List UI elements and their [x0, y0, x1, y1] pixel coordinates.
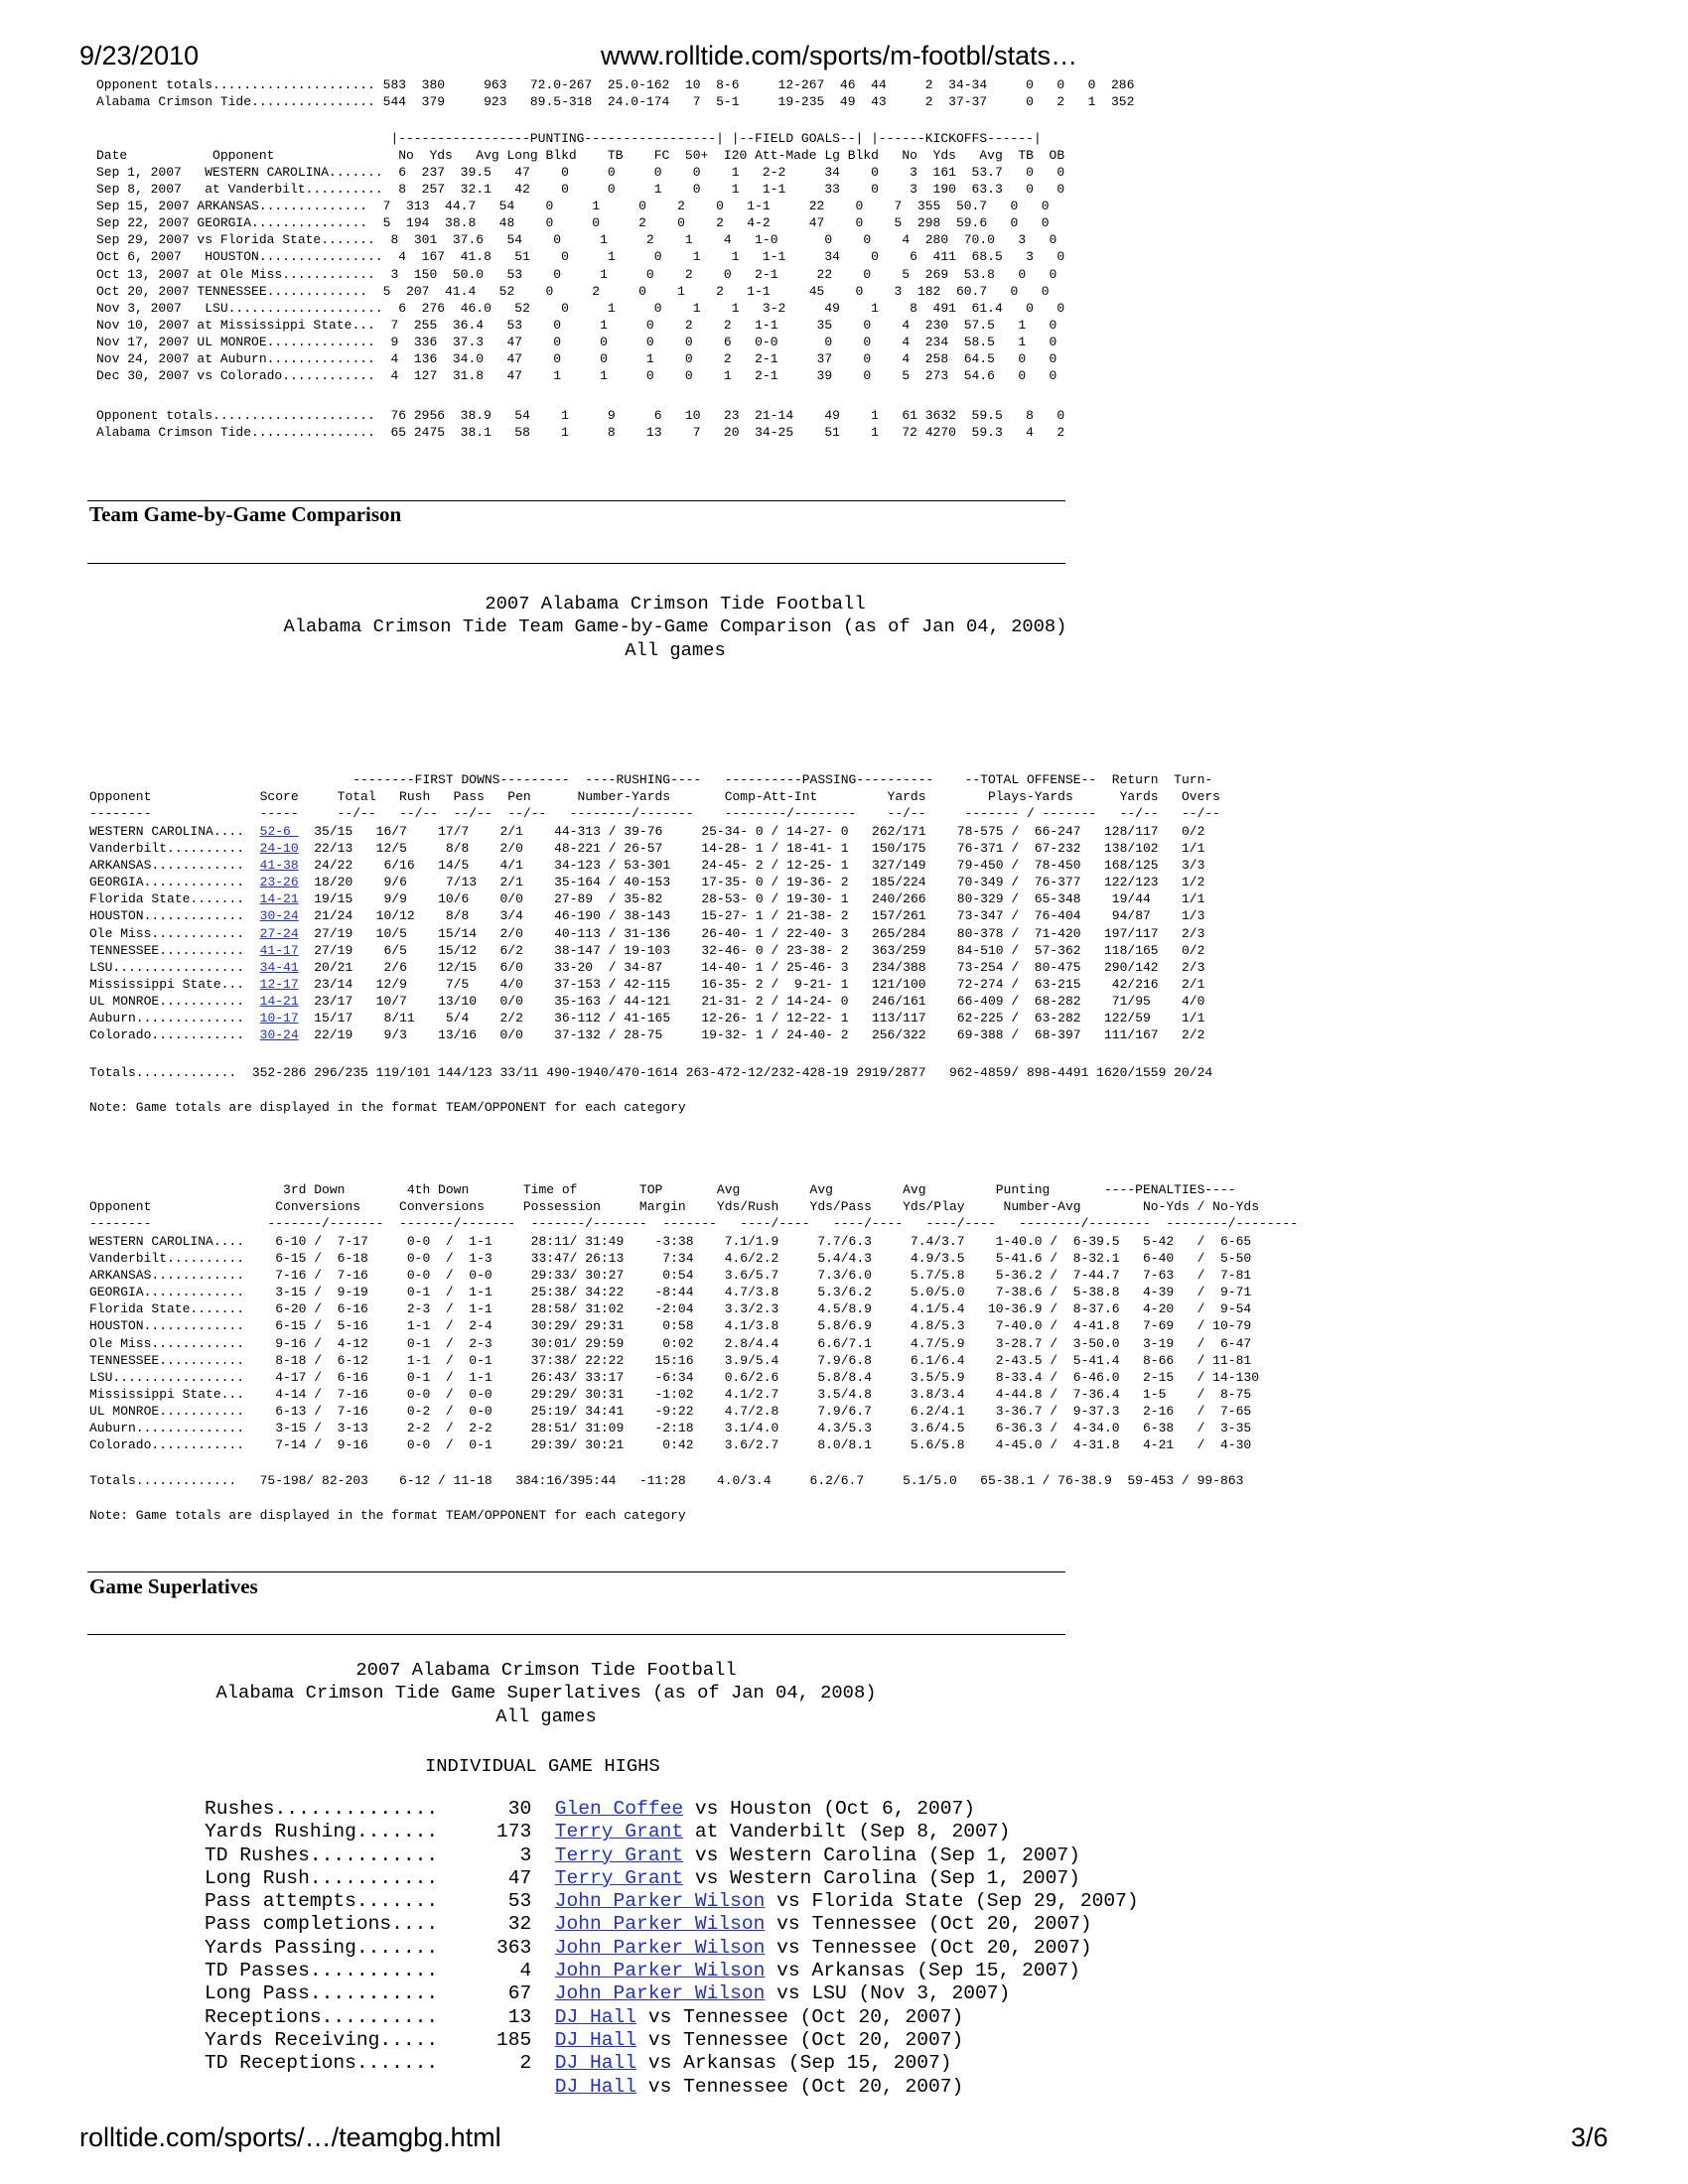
table-row: HOUSTON............. 6-15 / 5-16 1-1 / 2-4 30:29/ 29:31 0:58 4.1/3.8 5.8/6.9 4.8/5.3 7-40.0 / 4-41.8 7-69 / 10-79 [89, 1318, 1252, 1334]
section-divider [87, 500, 1065, 501]
superlative-game: vs Arkansas (Sep 15, 2007) [647, 2052, 952, 2075]
score-link[interactable]: 10-17 [259, 1011, 299, 1026]
footer-url[interactable]: rolltide.com/sports/…/teamgbg.html [79, 2122, 501, 2152]
section-divider [87, 563, 1065, 564]
game-comparison-heading [0, 593, 1350, 662]
heading-line: All games [495, 1705, 597, 1727]
table-row: Vanderbilt.......... 6-15 / 6-18 0-0 / 1-3 33:47/ 26:13 7:34 4.6/2.2 5.4/4.3 4.9/3.5 5-41.6 / 8-32.1 6-40 / 5-50 [89, 1251, 1252, 1267]
opponent-cell: UL MONROE........... [89, 993, 260, 1009]
table-row: Florida State....... 6-20 / 6-16 2-3 / 1-1 28:58/ 31:02 -2:04 3.3/2.3 4.5/8.9 4.1/5.4 10-36.9 / 8-37.6 4-20 / 9-54 [89, 1301, 1252, 1317]
table-header-line: Opponent Score Total Rush Pass Pen Number-Yards Comp-Att-Int Yards Plays-Yards Yards Overs [89, 789, 1220, 805]
totals-row: Alabama Crimson Tide................ 544 379 923 89.5-318 24.0-174 7 5-1 19-235 49 43 2 37-37 0 2 1 352 [96, 94, 1135, 110]
table-row: Mississippi State... 4-14 / 7-16 0-0 / 0-0 29:29/ 30:31 -1:02 4.1/2.7 3.5/4.8 3.8/3.4 4-44.8 / 7-36.4 1-5 / 8-75 [89, 1386, 1252, 1402]
table-row [89, 824, 1204, 839]
table-row: Oct 6, 2007 HOUSTON................ 4 167 41.8 51 0 1 0 1 1 1-1 34 0 6 411 68.5 3 0 [96, 249, 1065, 265]
table-row [89, 908, 1204, 923]
print-date: 9/23/2010 [79, 41, 200, 70]
table-row: Nov 24, 2007 at Auburn.............. 4 136 34.0 47 0 0 1 0 2 2-1 37 0 4 258 64.5 0 0 [96, 351, 1057, 367]
section-title-game-comparison: Team Game-by-Game Comparison [89, 502, 402, 526]
superlative-row [205, 1913, 1092, 1935]
stats-cells: 22/19 9/3 13/16 0/0 37-132 / 28-75 19-32- 1 / 24-40- 2 256/322 69-388 / 68-397 111/167 2/2 [298, 1027, 1205, 1043]
superlatives-subheading: INDIVIDUAL GAME HIGHS [425, 1755, 660, 1777]
table-header-line: --------FIRST DOWNS--------- ----RUSHING---- ----------PASSING---------- --TOTAL OFFENSE-- Return Turn- [352, 772, 1213, 787]
opponent-cell: Auburn.............. [89, 1011, 260, 1026]
superlative-game: at Vanderbilt (Sep 8, 2007) [694, 1821, 1011, 1843]
superlative-stat: TD Rushes........... 3 [205, 1843, 555, 1866]
superlative-game: vs Tennessee (Oct 20, 2007) [647, 2005, 964, 2028]
comparison-table-note: Note: Game totals are displayed in the format TEAM/OPPONENT for each category [89, 1100, 686, 1115]
conversions-table-note: Note: Game totals are displayed in the format TEAM/OPPONENT for each category [89, 1508, 686, 1523]
opponent-cell: HOUSTON............. [89, 908, 260, 924]
superlative-stat: Receptions.......... 13 [205, 2005, 555, 2028]
table-row: Sep 8, 2007 at Vanderbilt.......... 8 257 32.1 42 0 0 1 0 1 1-1 33 0 3 190 63.3 0 0 [96, 182, 1065, 198]
table-row: TENNESSEE........... 8-18 / 6-12 1-1 / 0-1 37:38/ 22:22 15:16 3.9/5.4 7.9/6.8 6.1/6.4 2-43.5 / 5-41.4 8-66 / 11-81 [89, 1352, 1252, 1368]
conversions-table-rows [89, 1233, 1259, 1453]
superlative-game: vs Western Carolina (Sep 1, 2007) [694, 1843, 1080, 1866]
score-link[interactable]: 14-21 [259, 993, 299, 1009]
table-row [89, 858, 1204, 873]
superlatives-heading [0, 1659, 1092, 1728]
table-header-line: Date Opponent No Yds Avg Long Blkd TB FC 50+ I20 Att-Made Lg Blkd No Yds Avg TB OB [96, 148, 1065, 164]
section-divider [87, 1634, 1065, 1635]
superlative-stat: Yards Rushing....... 173 [205, 1821, 555, 1843]
score-link[interactable]: 34-41 [259, 959, 299, 975]
superlative-game: vs Tennessee (Oct 20, 2007) [636, 2075, 964, 2098]
player-link[interactable]: Terry Grant [554, 1866, 684, 1889]
section-title-game-superlatives: Game Superlatives [89, 1574, 258, 1598]
score-link[interactable]: 12-17 [259, 976, 299, 992]
table-row [89, 1011, 1204, 1025]
opponent-cell: LSU................. [89, 959, 260, 975]
player-link[interactable]: DJ Hall [554, 2075, 637, 2098]
score-link[interactable]: 41-17 [259, 942, 299, 958]
stats-cells: 27/19 10/5 15/14 2/0 40-113 / 31-136 26-40- 1 / 22-40- 3 265/284 80-378 / 71-420 197/117 2/3 [314, 925, 1205, 941]
table-row: Auburn.............. 3-15 / 3-13 2-2 / 2-2 28:51/ 31:09 -2:18 3.1/4.0 4.3/5.3 3.6/4.5 6-36.3 / 4-34.0 6-38 / 3-35 [89, 1421, 1252, 1436]
score-link[interactable]: 23-26 [259, 875, 299, 890]
player-link[interactable]: DJ Hall [554, 2028, 637, 2051]
table-row: Nov 17, 2007 UL MONROE.............. 9 336 37.3 47 0 0 0 0 6 0-0 0 0 4 234 58.5 1 0 [96, 334, 1057, 349]
opponent-cell: GEORGIA............. [89, 875, 260, 890]
table-row: Sep 22, 2007 GEORGIA............... 5 194 38.8 48 0 0 2 0 2 4-2 47 0 5 298 59.6 0 0 [96, 215, 1050, 231]
kicking-table-totals [96, 407, 1064, 441]
superlative-stat: Pass completions.... 32 [205, 1913, 555, 1936]
table-row [89, 977, 1204, 992]
stats-cells: 35/15 16/7 17/7 2/1 44-313 / 39-76 25-34- 0 / 14-27- 0 262/171 78-575 / 66-247 128/117 0/2 [314, 824, 1205, 839]
score-link[interactable]: 24-10 [259, 841, 299, 857]
stats-cells: 23/17 10/7 13/10 0/0 35-163 / 44-121 21-31- 2 / 14-24- 0 246/161 66-409 / 68-282 71/95 4/0 [314, 993, 1205, 1009]
table-row: Nov 10, 2007 at Mississippi State... 7 255 36.4 53 0 1 0 2 2 1-1 35 0 4 230 57.5 1 0 [96, 317, 1057, 333]
superlative-row [205, 1844, 1080, 1866]
stats-cells: 18/20 9/6 7/13 2/1 35-164 / 40-153 17-35- 0 / 19-36- 2 185/224 70-349 / 76-377 122/123 1/2 [314, 875, 1205, 890]
superlative-row [205, 2076, 963, 2098]
footer-page-number: 3/6 [1571, 2122, 1609, 2152]
table-row [89, 943, 1204, 958]
top-totals [96, 76, 1134, 110]
comparison-table-totals: Totals............. 352-286 296/235 119/101 144/123 33/11 490-1940/470-1614 263-472-12/232-428-19 2919/2877 962-4859/ 898-4491 1620/1559 20/24 [89, 1065, 1213, 1080]
heading-line: All games [625, 638, 726, 661]
kicking-table-rows [96, 164, 1064, 384]
table-row: Sep 29, 2007 vs Florida State....... 8 301 37.6 54 0 1 2 1 4 1-0 0 0 4 280 70.0 3 0 [96, 232, 1057, 248]
player-link[interactable]: Terry Grant [554, 1843, 684, 1866]
comparison-table-header [89, 771, 1220, 822]
opponent-cell: ARKANSAS............ [89, 858, 260, 874]
superlative-game: vs Arkansas (Sep 15, 2007) [776, 1960, 1080, 1982]
stats-cells: 19/15 9/9 10/6 0/0 27-89 / 35-82 28-53- 0 / 19-30- 1 240/266 80-329 / 65-348 19/44 1/1 [314, 891, 1205, 907]
score-link[interactable]: 14-21 [259, 891, 299, 907]
superlative-game: vs LSU (Nov 3, 2007) [776, 1982, 1011, 2005]
superlative-stat [205, 2076, 555, 2098]
stats-cells: 15/17 8/11 5/4 2/2 36-112 / 41-165 12-26- 1 / 12-22- 1 113/117 62-225 / 63-282 122/59 1/1 [314, 1011, 1205, 1026]
superlative-stat: Rushes.............. 30 [205, 1798, 555, 1820]
table-row: Sep 1, 2007 WESTERN CAROLINA....... 6 237 39.5 47 0 0 0 0 1 2-2 34 0 3 161 53.7 0 0 [96, 165, 1065, 180]
heading-line: Alabama Crimson Tide Game Superlatives (as of Jan 04, 2008) [215, 1682, 877, 1705]
opponent-cell: Mississippi State... [89, 976, 260, 992]
superlative-stat: Yards Receiving..... 185 [205, 2028, 555, 2051]
score-link[interactable]: 30-24 [259, 1027, 299, 1043]
conversions-table-header [89, 1181, 1298, 1232]
table-row: Oct 13, 2007 at Ole Miss............ 3 150 50.0 53 0 1 0 2 0 2-1 22 0 5 269 53.8 0 0 [96, 266, 1057, 282]
heading-line: 2007 Alabama Crimson Tide Football [355, 1659, 737, 1681]
stats-cells: 21/24 10/12 8/8 3/4 46-190 / 38-143 15-27- 1 / 21-38- 2 157/261 73-347 / 76-404 94/87 1/3 [314, 908, 1205, 924]
superlative-stat: Long Rush........... 47 [205, 1866, 555, 1889]
superlative-row [205, 2029, 963, 2051]
superlative-row [205, 1890, 1139, 1912]
player-link[interactable]: John Parker Wilson [554, 1936, 766, 1959]
superlative-stat: Long Pass........... 67 [205, 1982, 555, 2005]
opponent-cell: Ole Miss............ [89, 925, 260, 941]
table-row: LSU................. 4-17 / 6-16 0-1 / 1-1 26:43/ 33:17 -6:34 0.6/2.6 5.8/8.4 3.5/5.9 8-33.4 / 6-46.0 2-15 / 14-130 [89, 1369, 1259, 1385]
superlative-stat: Yards Passing....... 363 [205, 1936, 555, 1959]
superlative-row [205, 1821, 1010, 1843]
table-header-line: |-----------------PUNTING-----------------| |--FIELD GOALS--| |------KICKOFFS------| [390, 131, 1042, 146]
table-row [89, 841, 1204, 856]
superlative-game: vs Western Carolina (Sep 1, 2007) [694, 1866, 1080, 1889]
table-row: GEORGIA............. 3-15 / 9-19 0-1 / 1-1 25:38/ 34:22 -8:44 4.7/3.8 5.3/6.2 5.0/5.0 7-38.6 / 5-38.8 4-39 / 9-71 [89, 1285, 1252, 1300]
table-row [89, 994, 1204, 1009]
kicking-table-header [96, 130, 1064, 164]
table-header-line: 3rd Down 4th Down Time of TOP Avg Avg Avg Punting ----PENALTIES---- [283, 1182, 1236, 1197]
superlative-row [205, 1937, 1092, 1959]
superlative-game: vs Houston (Oct 6, 2007) [694, 1798, 976, 1820]
totals-row: Opponent totals..................... 583 380 963 72.0-267 25.0-162 10 8-6 12-267 46 44 2 34-34 0 0 0 286 [96, 77, 1135, 92]
score-link[interactable]: 27-24 [259, 925, 299, 941]
table-row: WESTERN CAROLINA.... 6-10 / 7-17 0-0 / 1-1 28:11/ 31:49 -3:38 7.1/1.9 7.7/6.3 7.4/3.7 1-40.0 / 6-39.5 5-42 / 6-65 [89, 1234, 1252, 1249]
superlative-game: vs Tennessee (Oct 20, 2007) [776, 1913, 1092, 1936]
superlative-row [205, 1982, 1010, 2004]
opponent-cell: WESTERN CAROLINA.... [89, 824, 260, 839]
player-link[interactable]: John Parker Wilson [554, 1982, 766, 2005]
table-header-line: Opponent Conversions Conversions Possession Margin Yds/Rush Yds/Pass Yds/Play Number-Avg No-Yds / No-Yds [89, 1199, 1259, 1215]
table-row [89, 891, 1204, 906]
table-row [89, 875, 1204, 889]
stats-cells: 24/22 6/16 14/5 4/1 34-123 / 53-301 24-45- 2 / 12-25- 1 327/149 79-450 / 78-450 168/125 3/3 [314, 858, 1205, 874]
stats-cells: 22/13 12/5 8/8 2/0 48-221 / 26-57 14-28- 1 / 18-41- 1 150/175 76-371 / 67-232 138/102 1/1 [314, 841, 1205, 857]
stats-cells: 27/19 6/5 15/12 6/2 38-147 / 19-103 32-46- 0 / 23-38- 2 363/259 84-510 / 57-362 118/165 0/2 [314, 942, 1205, 958]
superlative-row [205, 2052, 952, 2074]
table-row: Nov 3, 2007 LSU.................... 6 276 46.0 52 0 1 0 1 1 3-2 49 1 8 491 61.4 0 0 [96, 300, 1065, 316]
table-row: Sep 15, 2007 ARKANSAS.............. 7 313 44.7 54 0 1 0 2 0 1-1 22 0 7 355 50.7 0 0 [96, 199, 1050, 214]
table-row [89, 1027, 1204, 1042]
table-row: Colorado............ 7-14 / 9-16 0-0 / 0-1 29:39/ 30:21 0:42 3.6/2.7 8.0/8.1 5.6/5.8 4-45.0 / 4-31.8 4-21 / 4-30 [89, 1437, 1252, 1453]
comparison-table-rows [89, 823, 1204, 1043]
player-link[interactable]: John Parker Wilson [554, 1960, 766, 1982]
superlative-game: vs Tennessee (Oct 20, 2007) [776, 1936, 1092, 1959]
table-row [89, 926, 1204, 941]
player-link[interactable]: John Parker Wilson [554, 1913, 766, 1936]
superlative-row [205, 2006, 963, 2028]
superlative-row [205, 1867, 1080, 1889]
superlative-game: vs Florida State (Sep 29, 2007) [776, 1890, 1139, 1913]
heading-line: 2007 Alabama Crimson Tide Football [485, 593, 866, 614]
table-header-line: -------- -------/------- -------/------- -------/------- ------- ----/---- ----/---- ----/---- --------/-------- --------/-------- [89, 1216, 1298, 1232]
table-header-line: -------- ----- --/-- --/-- --/-- --/-- --------/------- --------/-------- --/-- ------- / ------- --/-- --/-- [89, 806, 1220, 822]
table-row: ARKANSAS............ 7-16 / 7-16 0-0 / 0-0 29:33/ 30:27 0:54 3.6/5.7 7.3/6.0 5.7/5.8 5-36.2 / 7-44.7 7-63 / 7-81 [89, 1268, 1252, 1284]
totals-row: Alabama Crimson Tide................ 65 2475 38.1 58 1 8 13 7 20 34-25 51 1 72 4270 59.3 4 2 [96, 425, 1065, 441]
opponent-cell: Florida State....... [89, 891, 260, 907]
table-row: Dec 30, 2007 vs Colorado............ 4 127 31.8 47 1 1 0 0 1 2-1 39 0 5 273 54.6 0 0 [96, 368, 1057, 384]
table-row: Ole Miss............ 9-16 / 4-12 0-1 / 2-3 30:01/ 29:59 0:02 2.8/4.4 6.6/7.1 4.7/5.9 3-28.7 / 3-50.0 3-19 / 6-47 [89, 1335, 1252, 1351]
score-link[interactable]: 52-6 [259, 824, 299, 839]
opponent-cell: TENNESSEE........... [89, 942, 260, 958]
score-link[interactable]: 30-24 [259, 908, 299, 924]
table-row: Oct 20, 2007 TENNESSEE............. 5 207 41.4 52 0 2 0 1 2 1-1 45 0 3 182 60.7 0 0 [96, 283, 1050, 299]
superlative-stat: TD Receptions....... 2 [205, 2052, 555, 2075]
superlative-stat: Pass attempts....... 53 [205, 1890, 555, 1913]
totals-row: Opponent totals..................... 76 2956 38.9 54 1 9 6 10 23 21-14 49 1 61 3632 59.5 8 0 [96, 408, 1065, 423]
player-link[interactable]: John Parker Wilson [554, 1890, 766, 1913]
superlative-stat: TD Passes........... 4 [205, 1960, 555, 1982]
player-link[interactable]: Terry Grant [554, 1821, 684, 1843]
opponent-cell: Vanderbilt.......... [89, 841, 260, 857]
heading-line: Alabama Crimson Tide Team Game-by-Game Comparison (as of Jan 04, 2008) [283, 615, 1067, 638]
superlative-row [205, 1798, 975, 1820]
superlative-game: vs Tennessee (Oct 20, 2007) [647, 2028, 964, 2051]
superlative-row [205, 1960, 1080, 1981]
print-url[interactable]: www.rolltide.com/sports/m-footbl/stats… [601, 41, 1078, 70]
stats-cells: 20/21 2/6 12/15 6/0 33-20 / 34-87 14-40- 1 / 25-46- 3 234/388 73-254 / 80-475 290/142 2/3 [314, 959, 1205, 975]
superlatives-list [205, 1798, 1139, 2099]
opponent-cell: Colorado............ [89, 1027, 260, 1043]
player-link[interactable]: DJ Hall [554, 2052, 637, 2075]
section-divider [87, 1571, 1065, 1572]
table-row: UL MONROE........... 6-13 / 7-16 0-2 / 0-0 25:19/ 34:41 -9:22 4.7/2.8 7.9/6.7 6.2/4.1 3-36.7 / 9-37.3 2-16 / 7-65 [89, 1403, 1252, 1419]
stats-cells: 23/14 12/9 7/5 4/0 37-153 / 42-115 16-35- 2 / 9-21- 1 121/100 72-274 / 63-215 42/216 2/1 [314, 976, 1205, 992]
score-link[interactable]: 41-38 [259, 858, 299, 874]
player-link[interactable]: Glen Coffee [554, 1798, 684, 1820]
player-link[interactable]: DJ Hall [554, 2005, 637, 2028]
conversions-table-totals: Totals............. 75-198/ 82-203 6-12 / 11-18 384:16/395:44 -11:28 4.0/3.4 6.2/6.7 5.1/5.0 65-38.1 / 76-38.9 59-453 / 99-863 [89, 1473, 1244, 1488]
table-row [89, 960, 1204, 975]
